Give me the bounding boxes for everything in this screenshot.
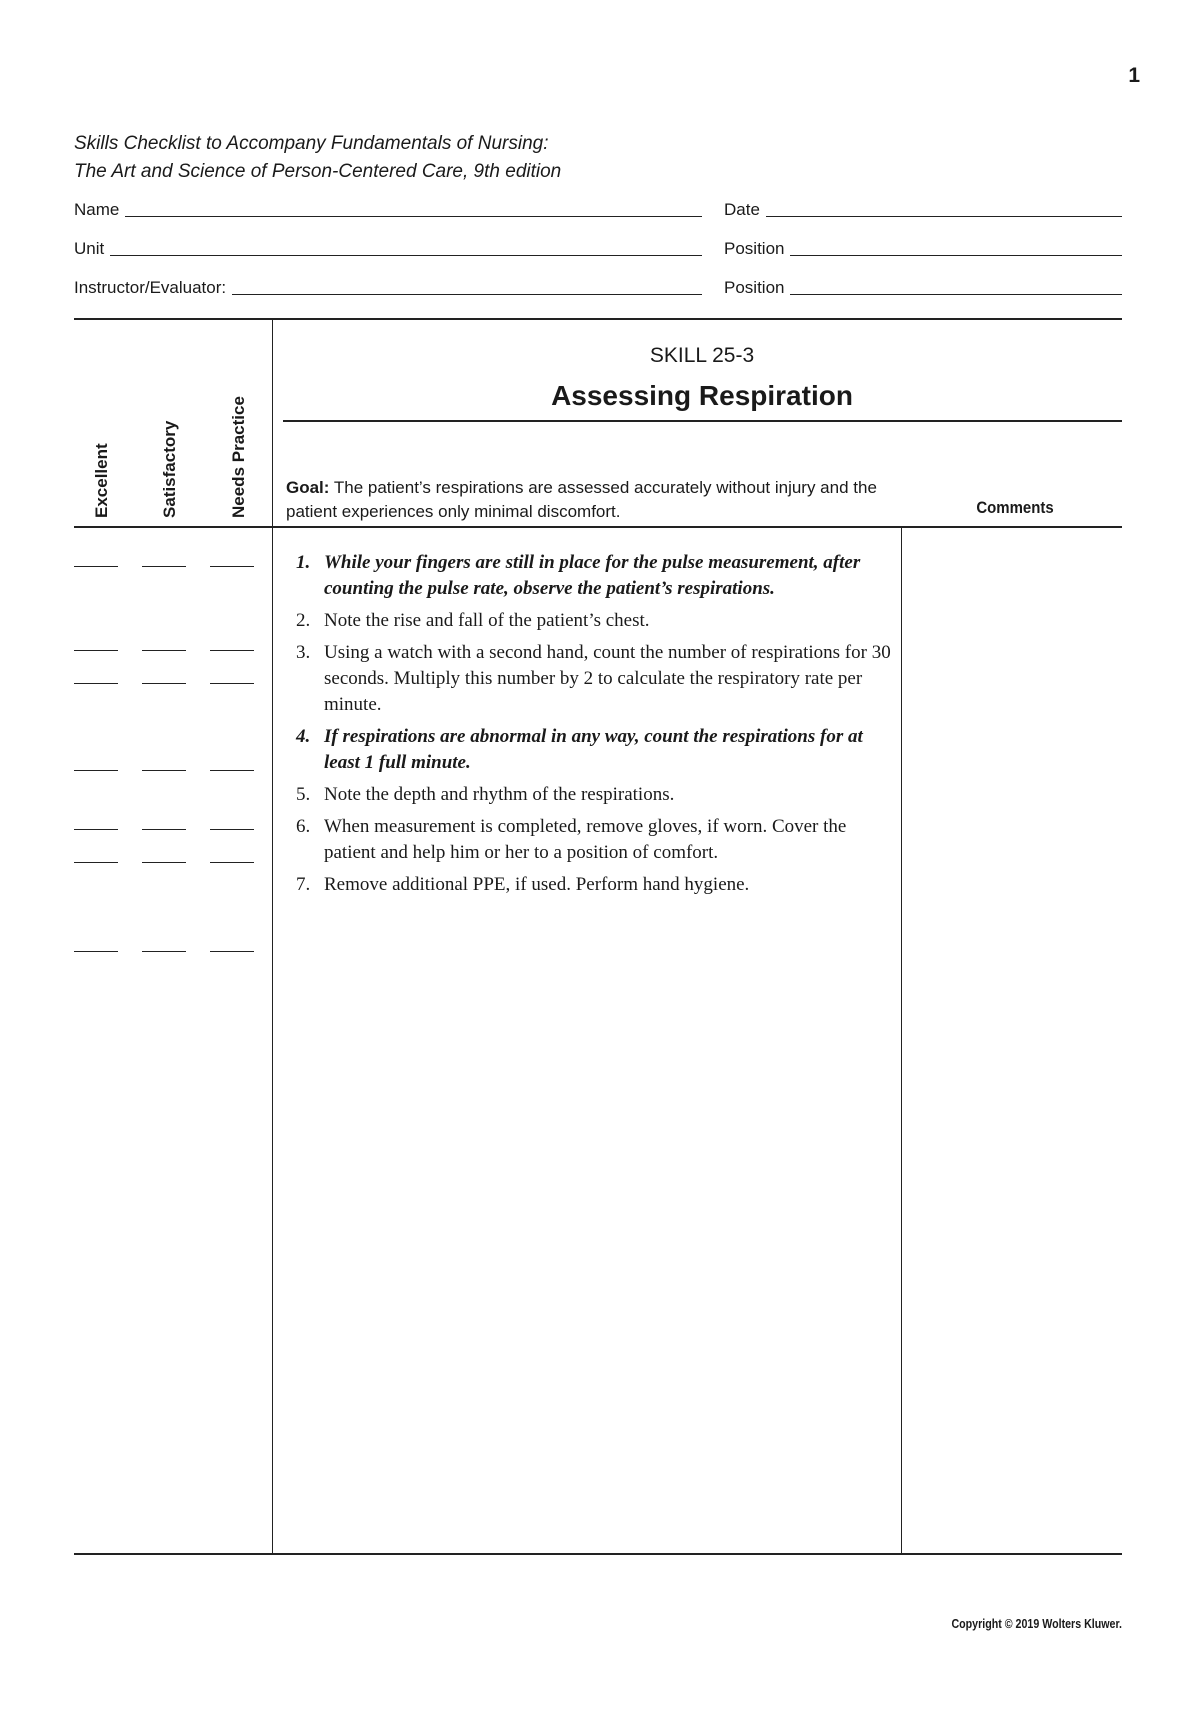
satisfactory-blank[interactable] (142, 566, 186, 567)
instructor-label: Instructor/Evaluator: (74, 278, 227, 297)
step-text: Note the rise and fall of the patient’s chest. (324, 610, 650, 631)
book-title (74, 130, 561, 186)
step-number: 2. (296, 610, 311, 631)
step-text: If respirations are abnormal in any way, count the respirations for at least 1 full minute. (324, 726, 863, 773)
copyright: Copyright © 2019 Wolters Kluwer. (951, 1616, 1122, 1631)
position-field-1[interactable] (724, 235, 1122, 259)
comments-header: Comments (976, 498, 1054, 517)
comments-area[interactable] (903, 530, 1122, 1552)
ratings-divider (272, 320, 273, 1554)
goal-text (286, 476, 926, 524)
excellent-blank[interactable] (74, 566, 118, 567)
needs-practice-blank[interactable] (210, 566, 254, 567)
excellent-blank[interactable] (74, 650, 118, 651)
step-text: Remove additional PPE, if used. Perform hand hygiene. (324, 874, 750, 895)
step-text: Note the depth and rhythm of the respirations. (324, 784, 675, 805)
skill-title: Assessing Respiration (551, 380, 853, 411)
comments-divider (901, 528, 902, 1554)
position-label-2: Position (724, 278, 785, 297)
step-number: 5. (296, 784, 311, 805)
step-7 (296, 872, 896, 898)
needs-practice-blank[interactable] (210, 683, 254, 684)
header-bottom-rule (74, 526, 1122, 528)
table-bottom-rule (74, 1553, 1122, 1555)
rating-header-satisfactory: Satisfactory (160, 420, 179, 518)
step-3 (296, 640, 896, 718)
step-text: When measurement is completed, remove gloves, if worn. Cover the patient and help him or her to a position of comfort. (324, 816, 847, 863)
instructor-field[interactable] (74, 274, 702, 298)
unit-label: Unit (74, 239, 105, 258)
step-number: 1. (296, 552, 311, 573)
step-2 (296, 608, 896, 634)
step-text: While your fingers are still in place for the pulse measurement, after counting the pulse rate, observe the patient’s respirations. (324, 552, 861, 599)
excellent-blank[interactable] (74, 951, 118, 952)
step-5 (296, 782, 896, 808)
excellent-blank[interactable] (74, 770, 118, 771)
rating-header-excellent: Excellent (92, 443, 111, 518)
step-4 (296, 724, 896, 776)
satisfactory-blank[interactable] (142, 683, 186, 684)
step-number: 6. (296, 816, 311, 837)
step-number: 4. (296, 726, 311, 747)
step-number: 7. (296, 874, 311, 895)
satisfactory-blank[interactable] (142, 862, 186, 863)
position-field-2[interactable] (724, 274, 1122, 298)
satisfactory-blank[interactable] (142, 650, 186, 651)
table-top-rule (74, 318, 1122, 320)
book-title-line-1: Skills Checklist to Accompany Fundamentals of Nursing: (74, 133, 549, 154)
procedure-steps (296, 550, 896, 904)
step-6 (296, 814, 896, 866)
satisfactory-blank[interactable] (142, 951, 186, 952)
step-1 (296, 550, 896, 602)
goal-label: Goal: (286, 478, 330, 497)
needs-practice-blank[interactable] (210, 770, 254, 771)
goal-body: The patient’s respirations are assessed accurately without injury and the patient experiences only minimal discomfort. (286, 478, 877, 521)
position-label-1: Position (724, 239, 785, 258)
rating-header-needs-practice: Needs Practice (229, 396, 248, 518)
step-text: Using a watch with a second hand, count the number of respirations for 30 seconds. Multiply this number by 2 to calculate the respiratory rate per minute. (324, 642, 891, 715)
name-label: Name (74, 200, 120, 219)
page-number: 1 (1128, 64, 1140, 87)
satisfactory-blank[interactable] (142, 770, 186, 771)
skill-number: SKILL 25-3 (649, 344, 755, 367)
needs-practice-blank[interactable] (210, 829, 254, 830)
date-field[interactable] (724, 196, 1122, 220)
satisfactory-blank[interactable] (142, 829, 186, 830)
needs-practice-blank[interactable] (210, 862, 254, 863)
name-field[interactable] (74, 196, 702, 220)
date-label: Date (724, 200, 760, 219)
step-number: 3. (296, 642, 311, 663)
excellent-blank[interactable] (74, 862, 118, 863)
excellent-blank[interactable] (74, 683, 118, 684)
unit-field[interactable] (74, 235, 702, 259)
title-underline (283, 420, 1122, 422)
needs-practice-blank[interactable] (210, 650, 254, 651)
book-title-line-2: The Art and Science of Person-Centered Care, 9th edition (74, 161, 562, 182)
excellent-blank[interactable] (74, 829, 118, 830)
needs-practice-blank[interactable] (210, 951, 254, 952)
